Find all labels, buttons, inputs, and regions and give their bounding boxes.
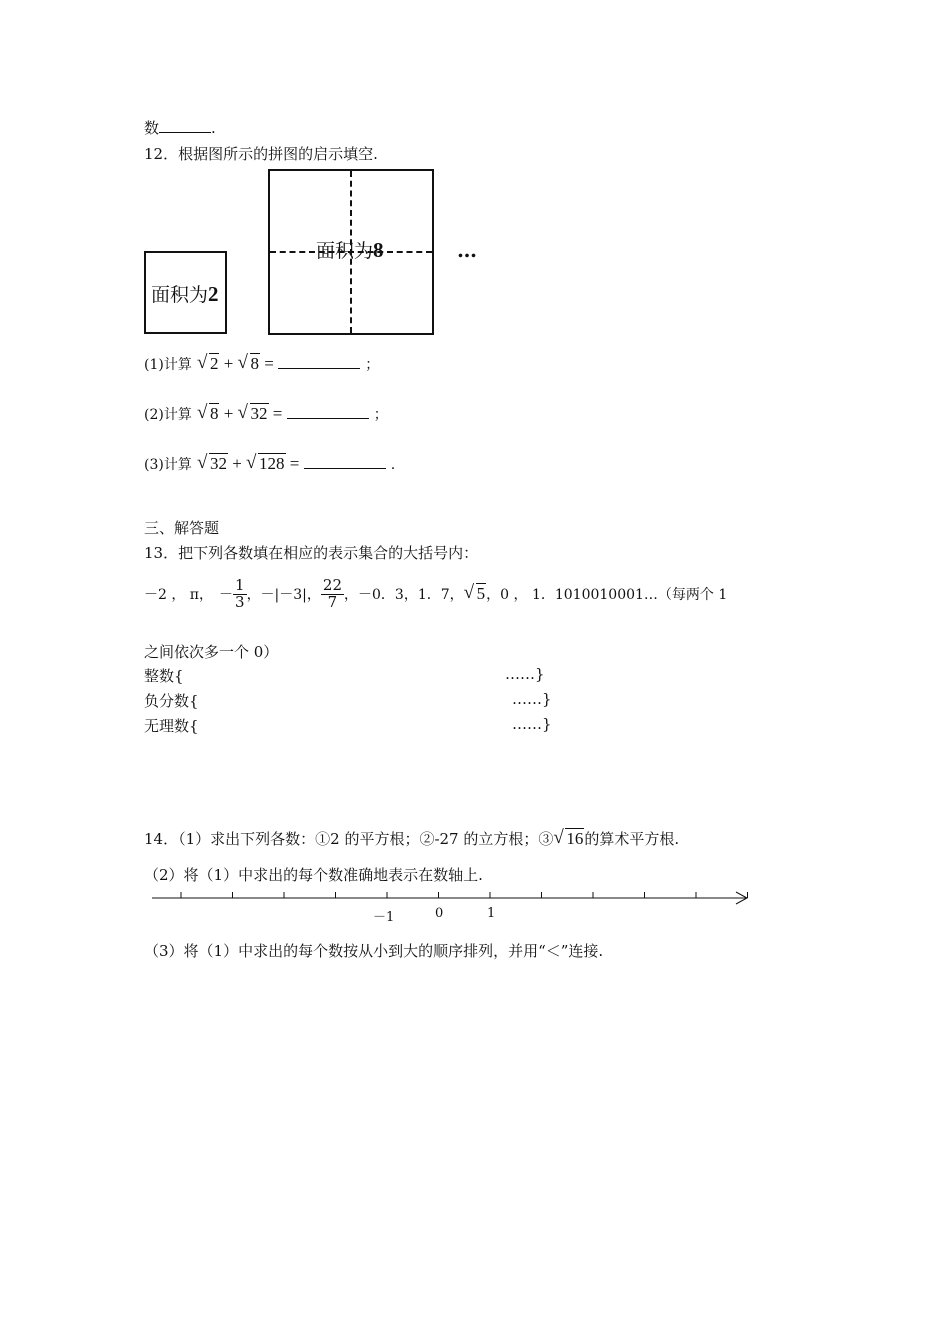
set-integer-label: 整数{ bbox=[144, 667, 184, 685]
axis-label-minus-one: －1 bbox=[373, 910, 395, 925]
sqrt-symbol: √ 128 bbox=[246, 452, 285, 473]
prev-question-tail: 数 . bbox=[144, 119, 216, 137]
pattern-ellipsis: … bbox=[457, 238, 477, 262]
sqrt-symbol: √ 8 bbox=[196, 402, 219, 423]
set-negative-fraction-dots: ……} bbox=[512, 690, 552, 708]
small-square-label: 面积为2 bbox=[151, 282, 219, 306]
sqrt-symbol: √ 5 bbox=[463, 582, 486, 604]
sqrt-symbol: √ 32 bbox=[196, 452, 227, 473]
q12-item-1: (1)计算 √ 2 + √ 8 = ； bbox=[144, 352, 380, 373]
answer-blank bbox=[304, 454, 386, 469]
sqrt-symbol: √ 16 bbox=[553, 826, 584, 848]
set-negative-fraction-label: 负分数{ bbox=[144, 692, 199, 710]
answer-blank bbox=[159, 118, 211, 133]
set-irrational-label: 无理数{ bbox=[144, 717, 199, 735]
answer-blank bbox=[287, 404, 369, 419]
sqrt-symbol: √ 32 bbox=[237, 402, 268, 423]
q13-note: 之间依次多一个 0） bbox=[144, 643, 279, 661]
section-title: 三、解答题 bbox=[144, 519, 220, 537]
q14-part2: （2）将（1）中求出的每个数准确地表示在数轴上. bbox=[144, 866, 483, 884]
q13-number-list: －2 ， π， － $\frac{1}{3}$ ，－|－3|， $\frac{22}{7}$ ，－0．3，1．7， √ 5 ，0 ， 1．1010010001…（每两个 1 bbox=[144, 576, 728, 611]
q12-title: 12．根据图所示的拼图的启示填空. bbox=[144, 145, 378, 163]
big-square-label: 面积为8 bbox=[316, 238, 384, 262]
q12-item-2: (2)计算 √ 8 + √ 32 = ； bbox=[144, 402, 388, 423]
axis-label-zero: 0 bbox=[435, 906, 444, 921]
fraction-22-7: $\frac{22}{7}$ bbox=[322, 576, 342, 611]
sqrt-symbol: √ 8 bbox=[237, 352, 260, 373]
set-integer-dots: ……} bbox=[505, 665, 545, 683]
number-line bbox=[152, 888, 752, 906]
q14-part1: 14．（1）求出下列各数：①2 的平方根；②-27 的立方根；③ √ 16 的算术平方根. bbox=[144, 826, 680, 848]
q14-part3: （3）将（1）中求出的每个数按从小到大的顺序排列，并用“＜”连接. bbox=[144, 942, 604, 960]
set-irrational-dots: ……} bbox=[512, 715, 552, 733]
sqrt-symbol: √ 2 bbox=[196, 352, 219, 373]
fraction-one-third: $\frac{1}{3}$ bbox=[235, 576, 245, 611]
q12-item-3: (3)计算 √ 32 + √ 128 = . bbox=[144, 452, 396, 473]
axis-label-one: 1 bbox=[487, 906, 496, 921]
answer-blank bbox=[278, 354, 360, 369]
tick-marks bbox=[181, 892, 748, 898]
q13-title: 13．把下列各数填在相应的表示集合的大括号内： bbox=[144, 544, 479, 562]
